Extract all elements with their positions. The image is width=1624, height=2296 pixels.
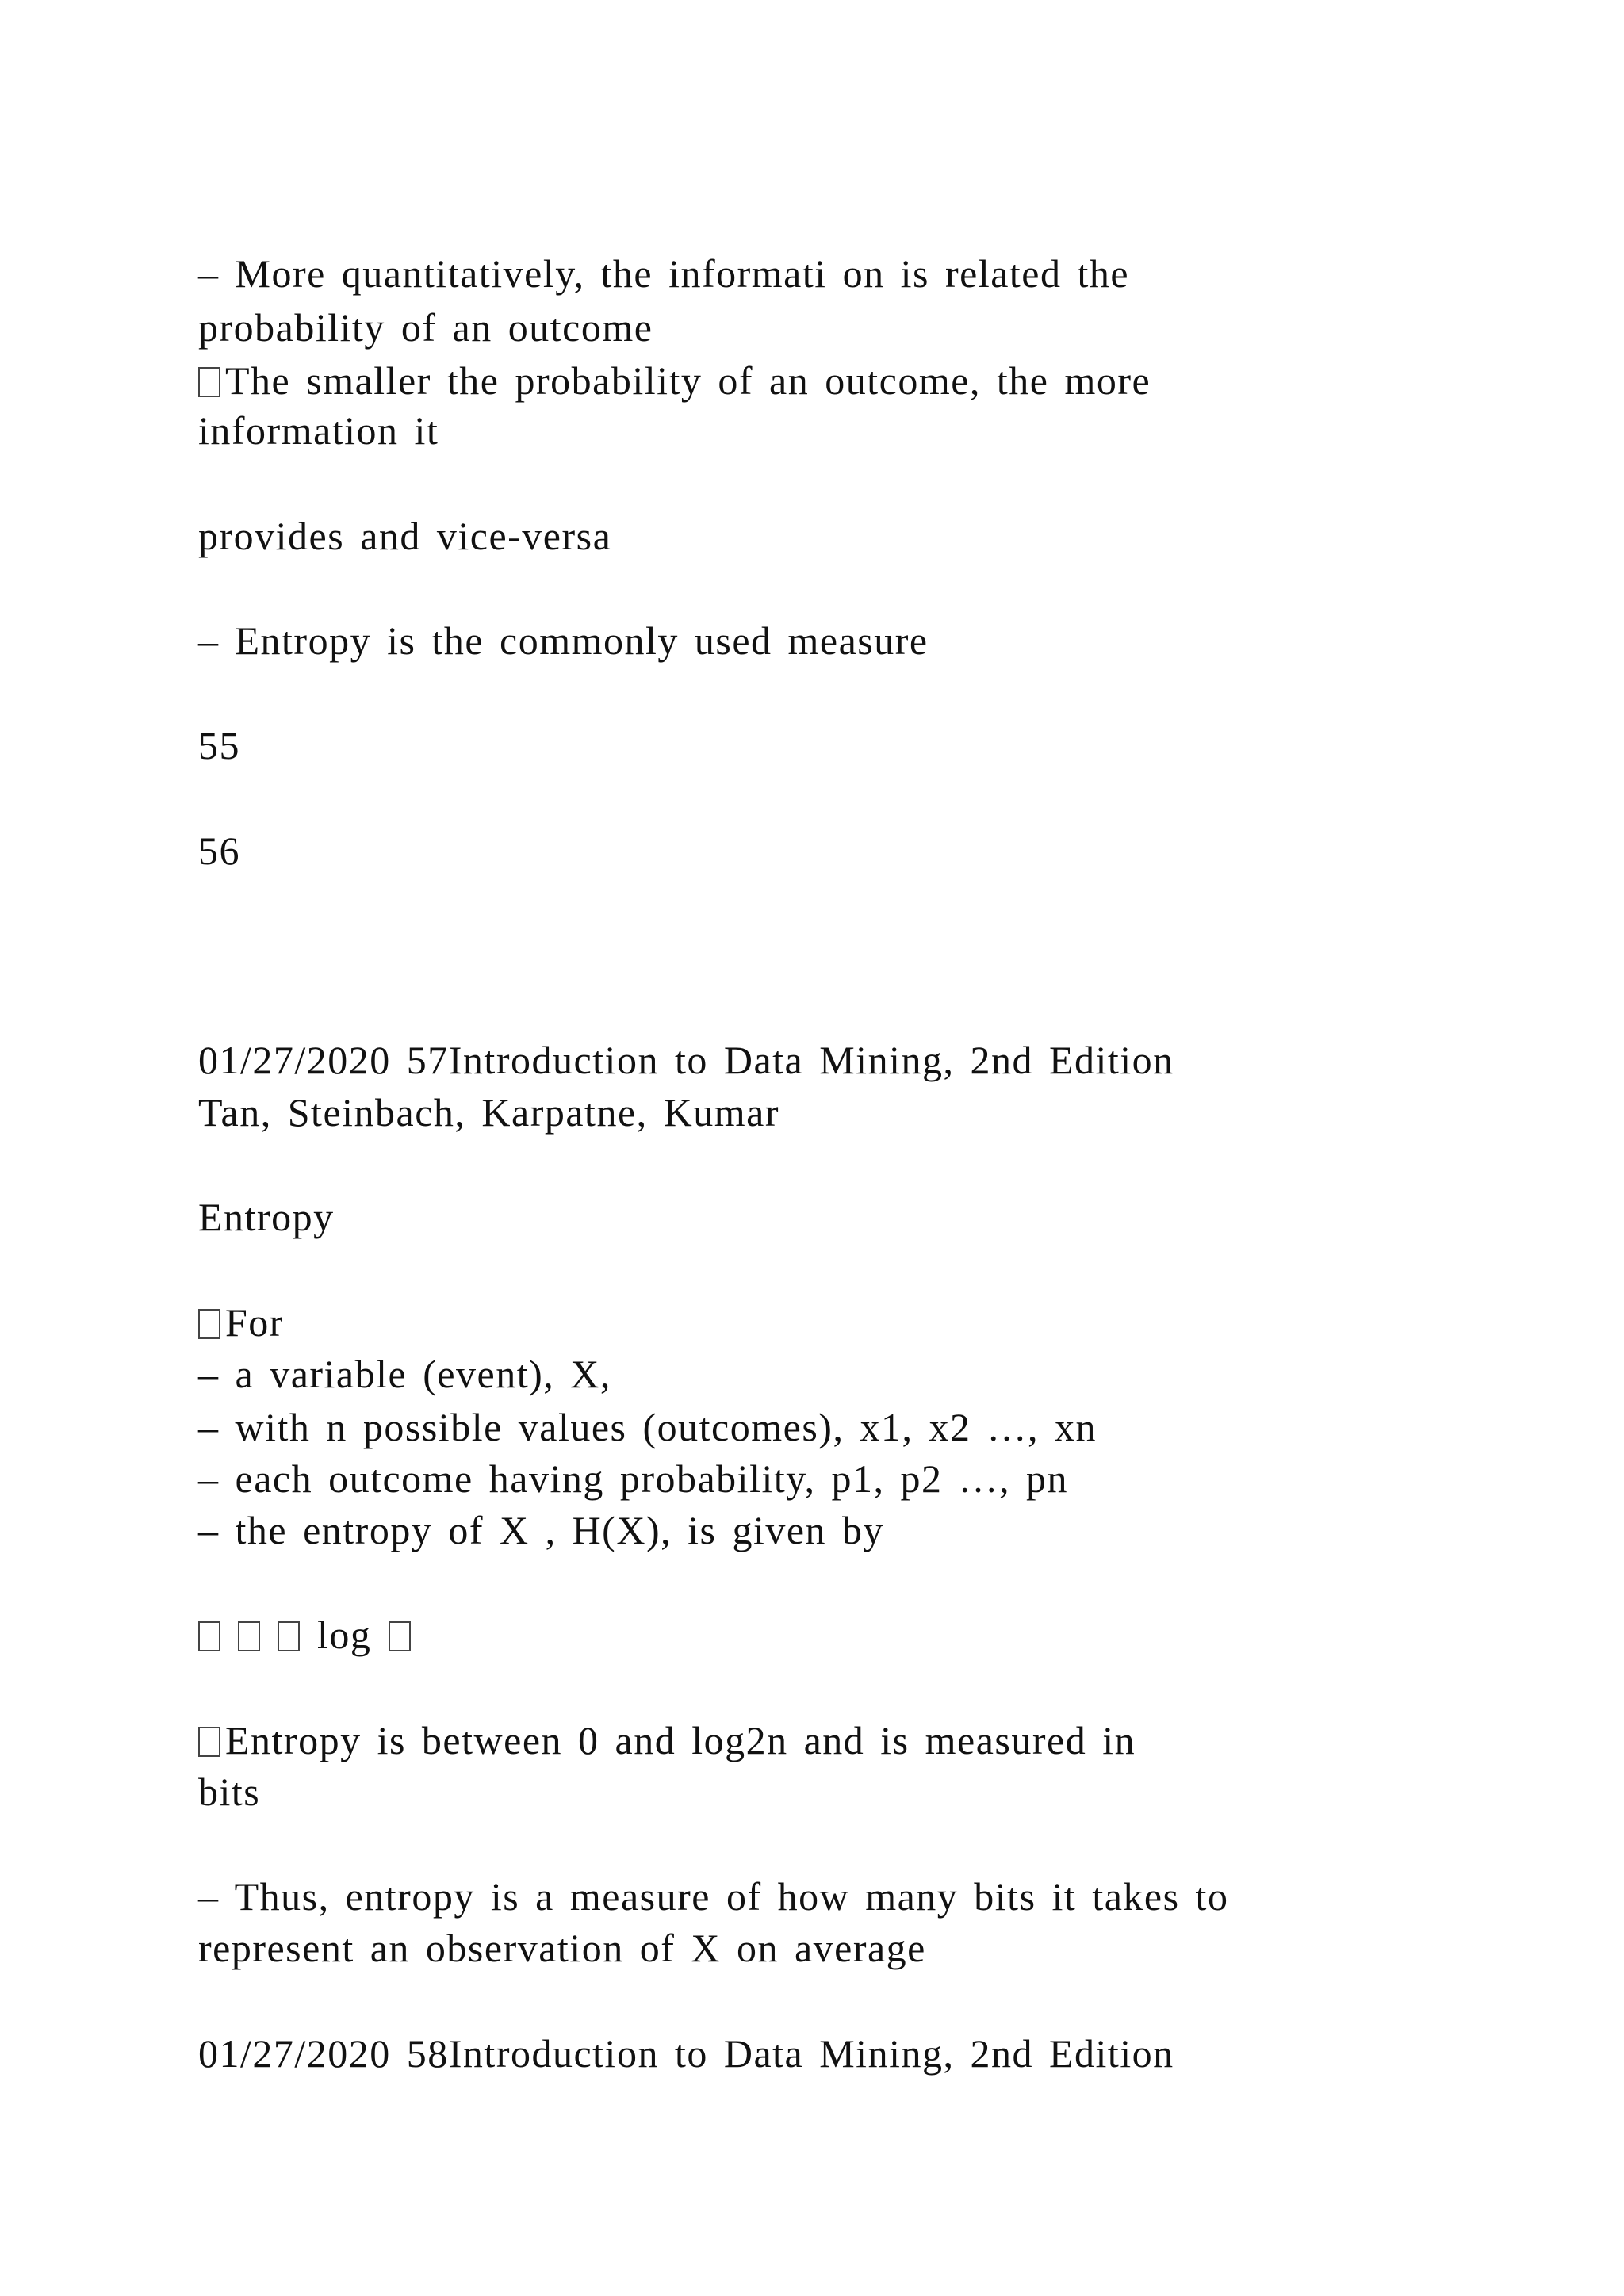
text-line: Entropy is between 0 and log2n and is measured in — [225, 1718, 1136, 1762]
text-line: – Entropy is the commonly used measure — [198, 618, 929, 663]
missing-glyph-icon — [198, 1621, 220, 1651]
slide-authors: Tan, Steinbach, Karpatne, Kumar — [198, 1090, 779, 1135]
list-item: – each outcome having probability, p1, p2 …, pn — [198, 1456, 1068, 1501]
list-item: – the entropy of X , H(X), is given by — [198, 1508, 885, 1552]
missing-glyph-icon — [238, 1621, 260, 1651]
page-number: 56 — [198, 828, 240, 873]
formula-log: log — [317, 1613, 372, 1657]
text-line: The smaller the probability of an outcome, the more — [225, 358, 1151, 403]
text-line: bits — [198, 1770, 261, 1814]
list-item: – a variable (event), X, — [198, 1352, 611, 1396]
bullet-line — [198, 1720, 1136, 1760]
missing-glyph-icon — [278, 1621, 300, 1651]
text-line: provides and vice-versa — [198, 514, 612, 558]
bullet-line — [198, 1300, 284, 1345]
missing-glyph-icon — [198, 1727, 220, 1757]
text-line: For — [225, 1300, 284, 1345]
text-line: probability of an outcome — [198, 305, 653, 350]
text-line: – More quantitatively, the informati on is related the — [198, 251, 1130, 296]
slide-footer: 01/27/2020 57Introduction to Data Mining, 2nd Edition — [198, 1038, 1174, 1082]
slide-title: Entropy — [198, 1195, 335, 1239]
text-line: information it — [198, 408, 439, 453]
page-number: 55 — [198, 723, 240, 767]
missing-glyph-icon — [198, 367, 220, 397]
missing-glyph-icon — [198, 1309, 220, 1339]
text-line: – Thus, entropy is a measure of how many bits it takes to — [198, 1874, 1229, 1919]
missing-glyph-icon — [389, 1621, 411, 1651]
text-line: represent an observation of X on average — [198, 1926, 926, 1970]
entropy-formula — [198, 1615, 428, 1655]
list-item: – with n possible values (outcomes), x1, x2 …, xn — [198, 1405, 1097, 1449]
slide-footer: 01/27/2020 58Introduction to Data Mining, 2nd Edition — [198, 2031, 1174, 2076]
bullet-line — [198, 358, 1151, 403]
